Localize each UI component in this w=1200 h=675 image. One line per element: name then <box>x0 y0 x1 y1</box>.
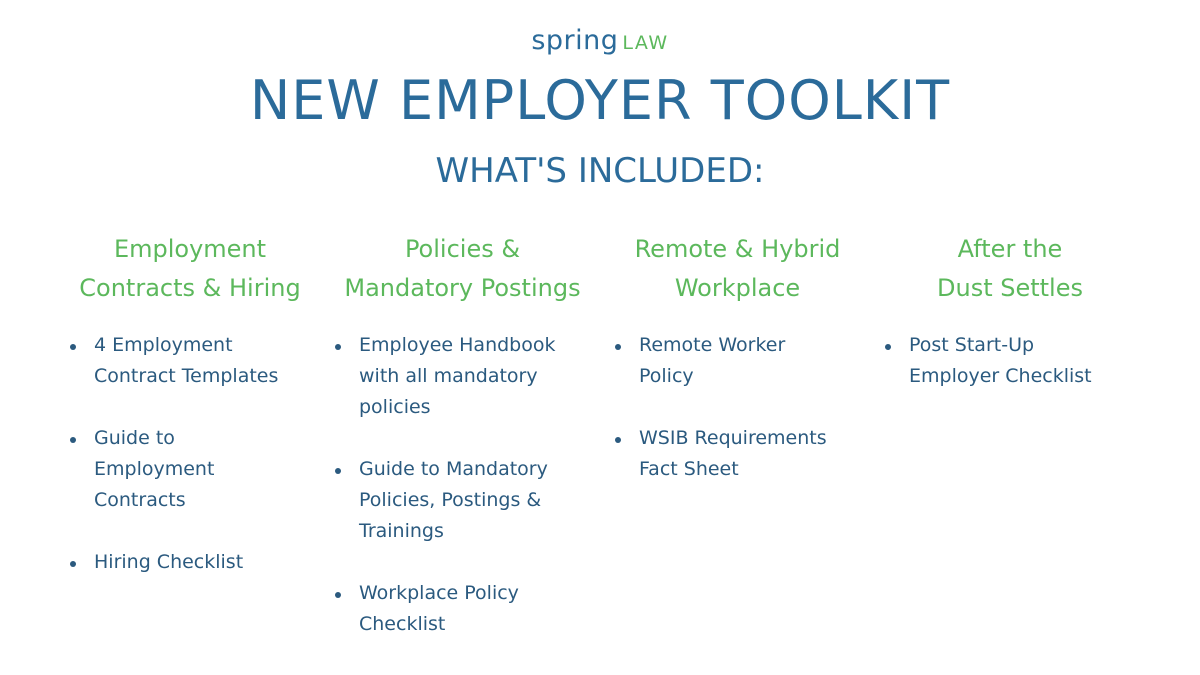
list-item <box>70 330 310 392</box>
list-item <box>70 423 310 516</box>
bullet-icon <box>335 468 341 474</box>
list-item-line: Policy <box>639 365 694 387</box>
item-list <box>615 330 860 485</box>
list-item-line: policies <box>359 396 431 418</box>
list-item <box>885 330 1135 392</box>
column-employment-contracts <box>70 230 310 609</box>
column-heading <box>885 230 1135 308</box>
list-item-line: Guide to <box>94 427 175 449</box>
column-heading <box>70 230 310 308</box>
list-item <box>335 578 590 640</box>
list-item <box>335 330 590 423</box>
column-heading-line: After the <box>957 235 1063 263</box>
list-item-line: with all mandatory <box>359 365 538 387</box>
column-heading-line: Mandatory Postings <box>344 274 581 302</box>
logo-brand-suffix: LAW <box>622 32 669 54</box>
list-item-line: Post Start-Up <box>909 334 1035 356</box>
page-title: NEW EMPLOYER TOOLKIT <box>249 69 951 132</box>
list-item-line: Guide to Mandatory <box>359 458 548 480</box>
bullet-icon <box>70 344 76 350</box>
column-heading-line: Policies & <box>404 235 521 263</box>
bullet-icon <box>335 592 341 598</box>
column-heading-line: Contracts & Hiring <box>79 274 301 302</box>
list-item-line: Employee Handbook <box>359 334 556 356</box>
list-item <box>335 454 590 547</box>
column-heading-line: Employment <box>113 235 267 263</box>
column-heading-line: Workplace <box>674 274 801 302</box>
list-item-line: Trainings <box>359 520 444 542</box>
bullet-icon <box>335 344 341 350</box>
list-item-line: Checklist <box>359 613 446 635</box>
list-item-line: Remote Worker <box>639 334 786 356</box>
item-list <box>885 330 1135 392</box>
list-item-line: Policies, Postings & <box>359 489 542 511</box>
bullet-icon <box>615 344 621 350</box>
bullet-icon <box>70 437 76 443</box>
list-item-line: Workplace Policy <box>359 582 519 604</box>
list-item-line: 4 Employment <box>94 334 233 356</box>
list-item-line: Contract Templates <box>94 365 279 387</box>
column-after-dust-settles <box>885 230 1135 423</box>
column-heading-line: Remote & Hybrid <box>634 235 841 263</box>
bullet-icon <box>70 561 76 567</box>
item-list <box>70 330 310 578</box>
list-item-line: WSIB Requirements <box>639 427 827 449</box>
brand-logo <box>0 25 1200 56</box>
column-policies-postings <box>335 230 590 671</box>
bullet-icon <box>885 344 891 350</box>
list-item <box>615 423 860 485</box>
column-heading <box>615 230 860 308</box>
column-remote-hybrid <box>615 230 860 516</box>
list-item-line: Contracts <box>94 489 186 511</box>
list-item-line: Employment <box>94 458 215 480</box>
list-item <box>615 330 860 392</box>
list-item-line: Employer Checklist <box>909 365 1092 387</box>
column-heading <box>335 230 590 308</box>
list-item-line: Fact Sheet <box>639 458 739 480</box>
bullet-icon <box>615 437 621 443</box>
item-list <box>335 330 590 640</box>
list-item <box>70 547 310 578</box>
section-subtitle: WHAT'S INCLUDED: <box>435 151 765 191</box>
list-item-line: Hiring Checklist <box>94 551 244 573</box>
logo-brand-name: spring <box>531 25 619 56</box>
column-heading-line: Dust Settles <box>937 274 1083 302</box>
